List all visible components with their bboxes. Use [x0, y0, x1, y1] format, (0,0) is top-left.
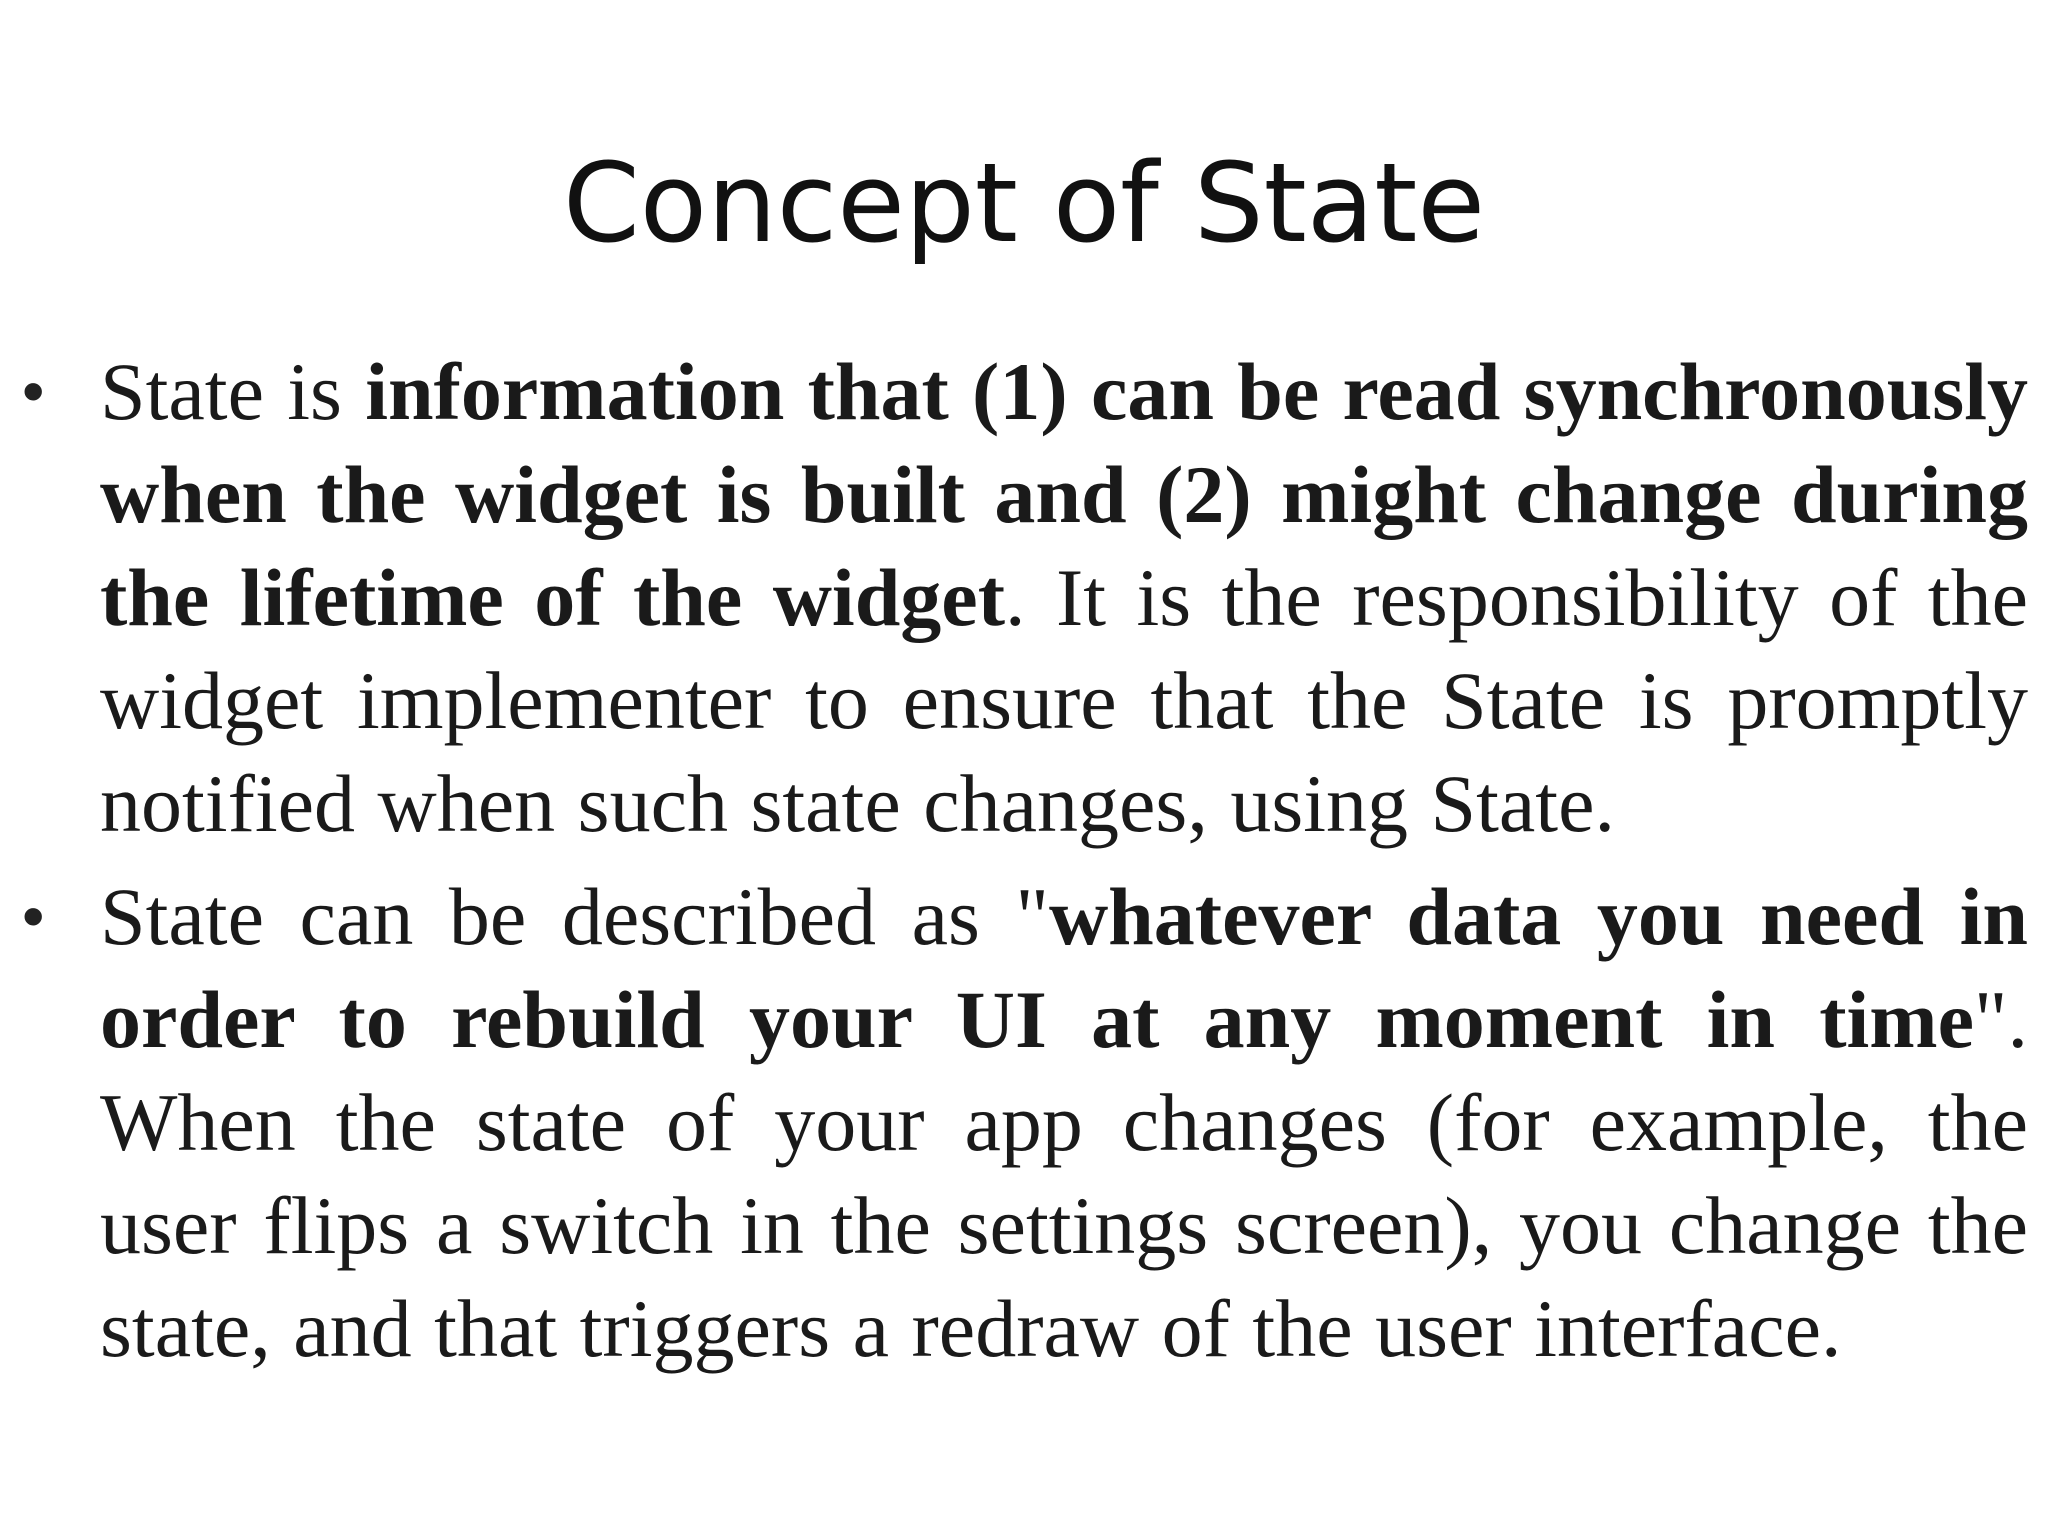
text-run: ". When the state of your app changes (for example, the user flips a switch in the settings screen), you change the state, and that triggers a redraw of the user interface. — [100, 974, 2028, 1374]
text-run-bold: whatever data you need in order to rebuild your UI at any moment in time — [100, 871, 2028, 1065]
bullet-list — [0, 340, 2048, 1390]
text-run: State can be described as " — [100, 871, 1049, 962]
text-run-bold: information that (1) can be read synchronously when the widget is built and (2) might change during the lifetime of the widget — [100, 346, 2028, 643]
bullet-dot-icon: • — [22, 355, 45, 427]
text-run: . It is the responsibility of the widget implementer to ensure that the State is promptly notified when such state changes, using State. — [100, 552, 2028, 849]
bullet-item — [0, 340, 2048, 855]
bullet-item — [0, 865, 2048, 1380]
bullet-text — [100, 865, 2028, 1380]
bullet-text — [100, 340, 2028, 855]
bullet-dot-icon: • — [22, 880, 45, 952]
slide-title: Concept of State — [562, 139, 1486, 267]
text-run: State is — [100, 346, 366, 437]
